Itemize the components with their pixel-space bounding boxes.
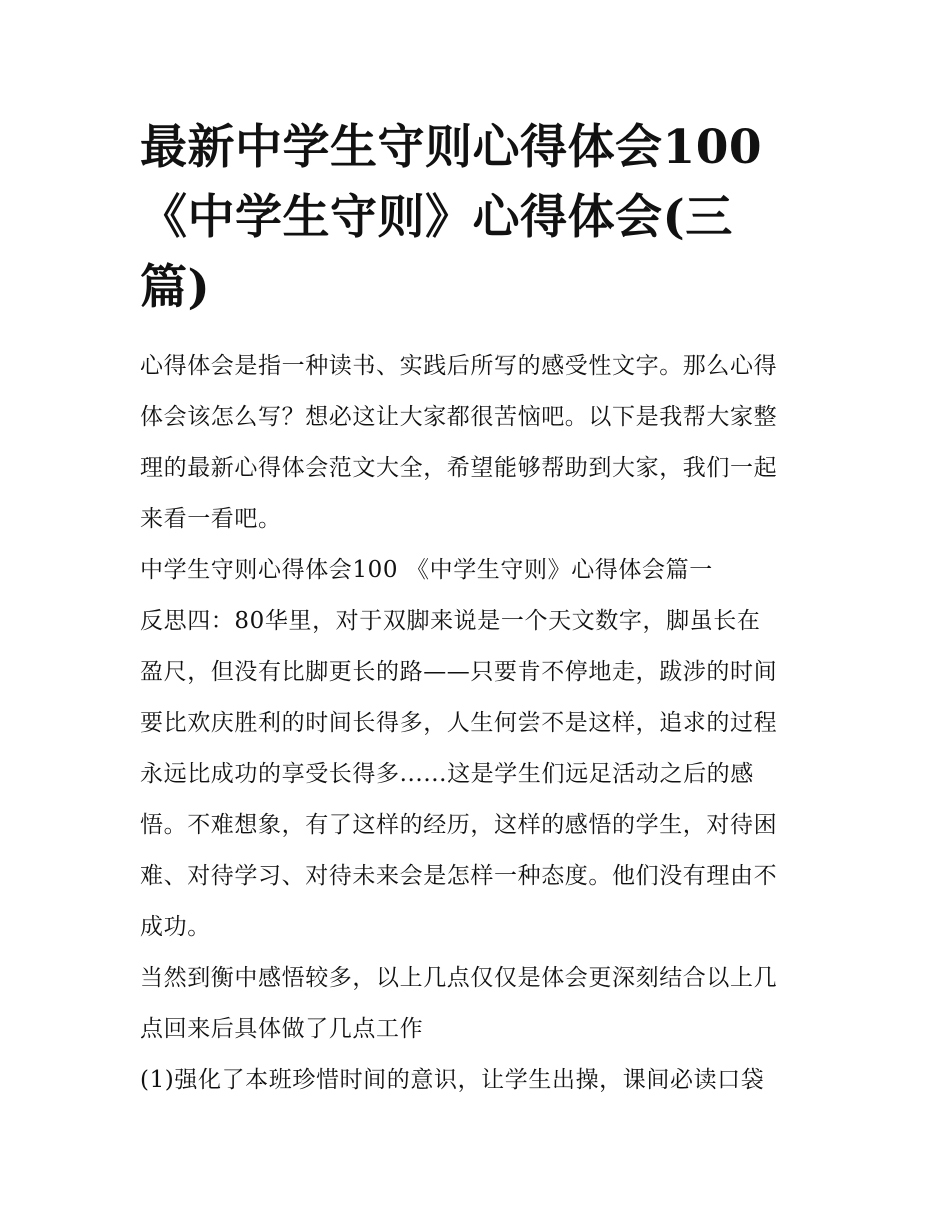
body-line: 悟。不难想象，有了这样的经历，这样的感悟的学生，对待困 [140,812,778,838]
body-line: 要比欢庆胜利的时间长得多，人生何尝不是这样，追求的过程 [140,710,778,736]
body-line: 点回来后具体做了几点工作 [140,1016,424,1042]
document-page [140,113,820,1106]
body-line: 当然到衡中感悟较多，以上几点仅仅是体会更深刻结合以上几 [140,965,778,991]
document-body [140,341,820,1106]
document-title [140,113,820,323]
body-line: 反思四：80华里，对于双脚来说是一个天文数字，脚虽长在 [140,608,761,634]
title-line: 篇) [140,260,211,315]
body-line: 理的最新心得体会范文大全，希望能够帮助到大家，我们一起 [140,455,778,481]
title-line: 最新中学生守则心得体会100 [140,120,763,175]
body-line: 体会该怎么写？想必这让大家都很苦恼吧。以下是我帮大家整 [140,404,778,430]
body-line: 永远比成功的享受长得多......这是学生们远足活动之后的感 [140,761,754,787]
body-line: 成功。 [140,914,211,940]
body-line: 心得体会是指一种读书、实践后所写的感受性文字。那么心得 [140,353,778,379]
body-line: 来看一看吧。 [140,506,282,532]
body-line: 盈尺，但没有比脚更长的路——只要肯不停地走，跋涉的时间 [140,659,778,685]
section-heading: 中学生守则心得体会100 《中学生守则》心得体会篇一 [140,557,713,583]
body-line: 难、对待学习、对待未来会是怎样一种态度。他们没有理由不 [140,863,778,889]
title-line: 《中学生守则》心得体会(三 [140,190,733,245]
body-line: (1)强化了本班珍惜时间的意识，让学生出操，课间必读口袋 [140,1067,765,1093]
